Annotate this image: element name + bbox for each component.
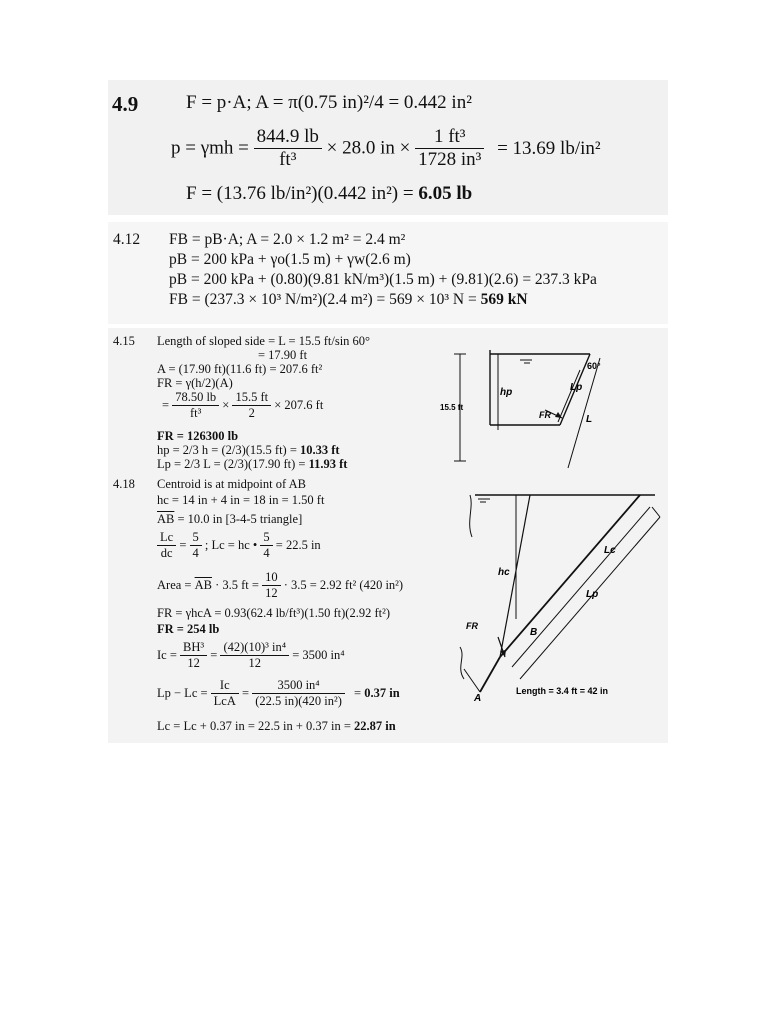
text-line: = 17.90 ft [258,348,308,362]
fr-label: FR [539,410,551,420]
fraction: $\frac{5}{4}$ [190,530,202,561]
problem-number: 4.12 [113,231,141,248]
text-line: FR = γhcA = 0.93(62.4 lb/ft³)(1.50 ft)(2.92 ft²) [157,606,390,620]
fraction: $\frac{\text{(42)(10)³ in⁴}}{12}$ [220,640,289,671]
hp-label: hp [500,387,513,398]
text-line: Length of sloped side = L = 15.5 ft/sin 60° [157,334,371,348]
problem-number: 4.18 [113,477,135,491]
equation-line: F = p·A; A = π(0.75 in)²/4 = 0.442 in² [186,92,472,113]
equation-line: F = (13.76 lb/in²)(0.442 in²) = 6.05 lb [186,183,473,204]
height-label: 15.5 ft [440,403,464,412]
equation-line: Ic = $\frac{\text{BH³}}{12}$ = $\frac{\text{(42)(10)³ in⁴}}{12}$ = 3500 in⁴ [157,640,345,670]
fraction: $\frac{78.50 lb}{\text{ft³}}$ [172,390,219,421]
text-line: Lp = 2/3 L = (2/3)(17.90 ft) = 11.93 ft [157,457,348,471]
result: 10.33 ft [300,443,340,457]
fraction: $\frac{5}{4}$ [260,530,272,561]
result: 6.05 lb [418,183,473,204]
text-line: Centroid is at midpoint of AB [157,477,306,491]
point-b-label: B [530,627,538,638]
text-line: FR = γ(h/2)(A) [157,376,233,390]
fraction: $\frac{\text{3500 in⁴}}{\text{(22.5 in)(420 in²)}}$ [252,678,345,709]
result: 22.87 in [354,719,396,733]
result-line: FR = 126300 lb [157,429,239,443]
text-line: $\overline{AB} = 10.0$ in [3-4-5 triangle] [157,512,303,526]
equation-line: = $\frac{78.50 lb}{\text{ft³}}$ × $\frac{15.5 ft}{2}$ × 207.6 ft [162,390,324,420]
angle-label: 60° [587,361,601,371]
equation-line: $\frac{Lc}{dc}$ = $\frac{5}{4}$ ; Lc = hc • $\frac{5}{4}$ = 22.5 in [157,530,321,561]
inclined-gate-diagram [450,487,665,712]
lc-label: Lc [604,545,616,556]
l-label: L [586,414,593,425]
fraction: $\frac{\text{1 ft³}}{\text{1728 in³}}$ [415,126,484,171]
equation-line: FB = pB·A; A = 2.0 × 1.2 m² = 2.4 m² [169,231,406,248]
lp-label: Lp [586,589,599,600]
fraction: $\frac{\text{BH³}}{12}$ [180,640,207,671]
equation-line: p = γmh = $\frac{844.9 lb}{\text{ft³}}$ × 28.0 in × $\frac{\text{1 ft³}}{\text{1728 in³}}$ = 13.69 lb/in² [171,126,601,170]
text-line: A = (17.90 ft)(11.6 ft) = 207.6 ft² [157,362,323,376]
hc-label: hc [498,567,510,578]
equation-line: Lp − Lc = $\frac{Ic}{\text{LcA}}$ = $\frac{\text{3500 in⁴}}{\text{(22.5 in)(420 in²)}}$ = 0.37 in [157,678,400,708]
equation-line: FB = (237.3 × 10³ N/m²)(2.4 m²) = 569 × 10³ N = 569 kN [169,291,528,308]
result: 569 kN [480,291,528,308]
text-line: Lc = Lc + 0.37 in = 22.5 in + 0.37 in = 22.87 in [157,719,396,733]
fr-label: FR [466,621,478,631]
text-line: hc = 14 in + 4 in = 18 in = 1.50 ft [157,493,325,507]
problem-number: 4.9 [112,92,139,116]
equation-line: pB = 200 kPa + (0.80)(9.81 kN/m³)(1.5 m) + (9.81)(2.6) = 237.3 kPa [169,271,597,288]
length-label: Length = 3.4 ft = 42 in [516,686,609,696]
fraction: $\frac{10}{12}$ [262,570,281,601]
point-a-label: A [474,693,482,704]
fraction: $\frac{Lc}{dc}$ [157,530,176,561]
result: 11.93 ft [308,457,348,471]
equation-line: Area = $\overline{AB} \cdot 3.5$ ft = $\frac{10}{12}$ · 3.5 = 2.92 ft² (420 in²) [157,570,404,600]
lp-label: Lp [570,382,583,393]
fraction: $\frac{15.5 ft}{2}$ [232,390,271,421]
text-line: hp = 2/3 h = (2/3)(15.5 ft) = 10.33 ft [157,443,340,457]
result-line: FR = 254 lb [157,622,220,636]
result: 0.37 in [364,686,400,700]
sloped-wall-diagram [440,340,640,475]
fraction: $\frac{Ic}{\text{LcA}}$ [211,678,239,709]
equation-line: pB = 200 kPa + γo(1.5 m) + γw(2.6 m) [169,251,411,268]
fraction: $\frac{844.9 lb}{\text{ft³}}$ [254,126,322,171]
problem-number: 4.15 [113,334,135,348]
